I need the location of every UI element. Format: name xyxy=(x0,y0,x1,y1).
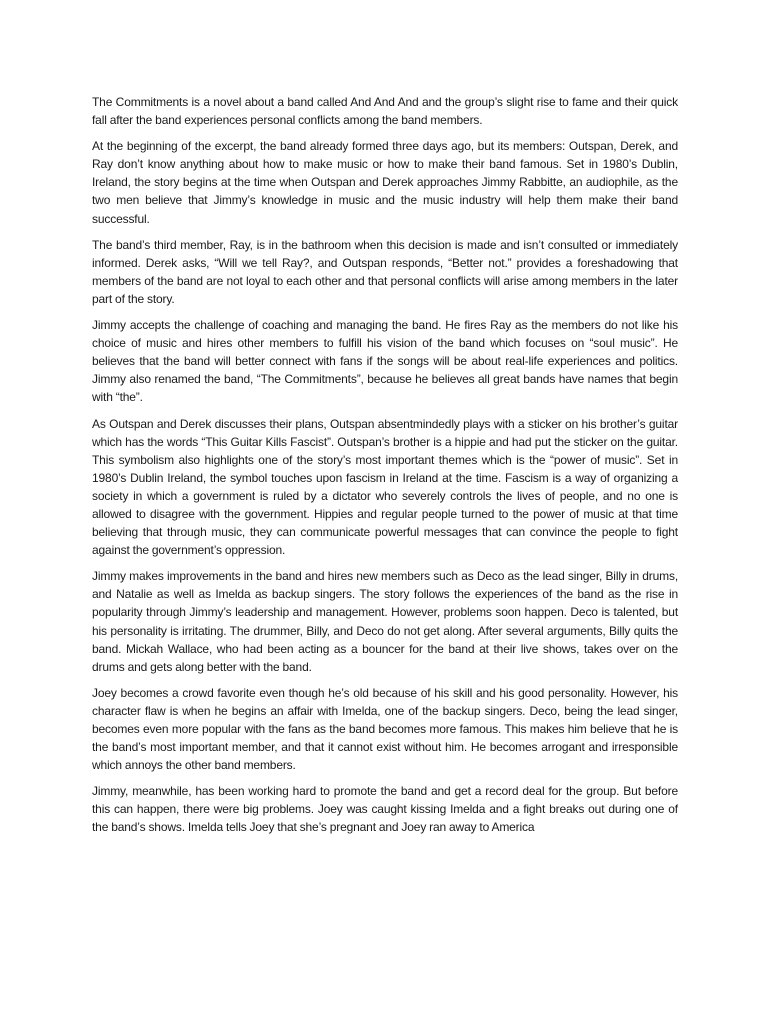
paragraph-2: At the beginning of the excerpt, the band already formed three days ago, but its members: Outspan, Derek, and Ray don’t know anything about how to make music or how to make their band famous. Set in 1980’s Dublin, Ireland, the story begins at the time when Outspan and Derek approaches Jimmy Rabbitte, an audiophile, as the two men believe that Jimmy’s knowledge in music and the music industry will help them make their band successful. xyxy=(92,139,678,226)
paragraph-1: The Commitments is a novel about a band called And And And and the group’s slight rise to fame and their quick fall after the band experiences personal conflicts among the band members. xyxy=(92,95,678,128)
paragraph-3: The band’s third member, Ray, is in the bathroom when this decision is made and isn’t consulted or immediately informed. Derek asks, “Will we tell Ray?, and Outspan responds, “Better not.” provides a foreshadowing that members of the band are not loyal to each other and that personal conflicts will arise among members in the later part of the story. xyxy=(92,237,678,306)
paragraph-7: Joey becomes a crowd favorite even though he’s old because of his skill and his good personality. However, his character flaw is when he begins an affair with Imelda, one of the backup singers. Deco, being the lead singer, becomes even more popular with the fans as the band becomes more famous. This makes him believe that he is the band’s most important member, and that it cannot exist without him. He becomes arrogant and irresponsible which annoys the other band members. xyxy=(92,685,678,773)
paragraph-4: Jimmy accepts the challenge of coaching and managing the band. He fires Ray as the members do not like his choice of music and hires other members to fulfill his vision of the band which focuses on “soul music”. He believes that the band will better connect with fans if the songs will be about real-life experiences and politics. Jimmy also renamed the band, “The Commitments”, because he believes all great bands have names that begin with “the”. xyxy=(92,318,678,405)
paragraph-6: Jimmy makes improvements in the band and hires new members such as Deco as the lead singer, Billy in drums, and Natalie as well as Imelda as backup singers. The story follows the experiences of the band as the rise in popularity through Jimmy’s leadership and management. However, problems soon happen. Deco is talented, but his personality is irritating. The drummer, Billy, and Deco do not get along. After several arguments, Billy quits the band. Mickah Wallace, who had been acting as a bouncer for the band at their live shows, takes over on the drums and gets along better with the band. xyxy=(92,569,678,674)
paragraph-8: Jimmy, meanwhile, has been working hard to promote the band and get a record deal for the group. But before this can happen, there were big problems. Joey was caught kissing Imelda and a fight breaks out during one of the band’s shows. Imelda tells Joey that she’s pregnant and Joey ran away to America xyxy=(92,784,678,835)
paragraph-5: As Outspan and Derek discusses their plans, Outspan absentmindedly plays with a sticker on his brother’s guitar which has the words “This Guitar Kills Fascist”. Outspan’s brother is a hippie and had put the sticker on the guitar. This symbolism also highlights one of the story’s most important themes which is the “power of music”. Set in 1980’s Dublin Ireland, the symbol touches upon fascism in Ireland at the time. Fascism is a way of organizing a society in which a government is ruled by a dictator who severely controls the lives of people, and no one is allowed to disagree with the government. Hippies and regular people turned to the power of music at that time believing that through music, they can communicate powerful messages that can convince the people to fight against the government’s oppression. xyxy=(92,416,678,558)
